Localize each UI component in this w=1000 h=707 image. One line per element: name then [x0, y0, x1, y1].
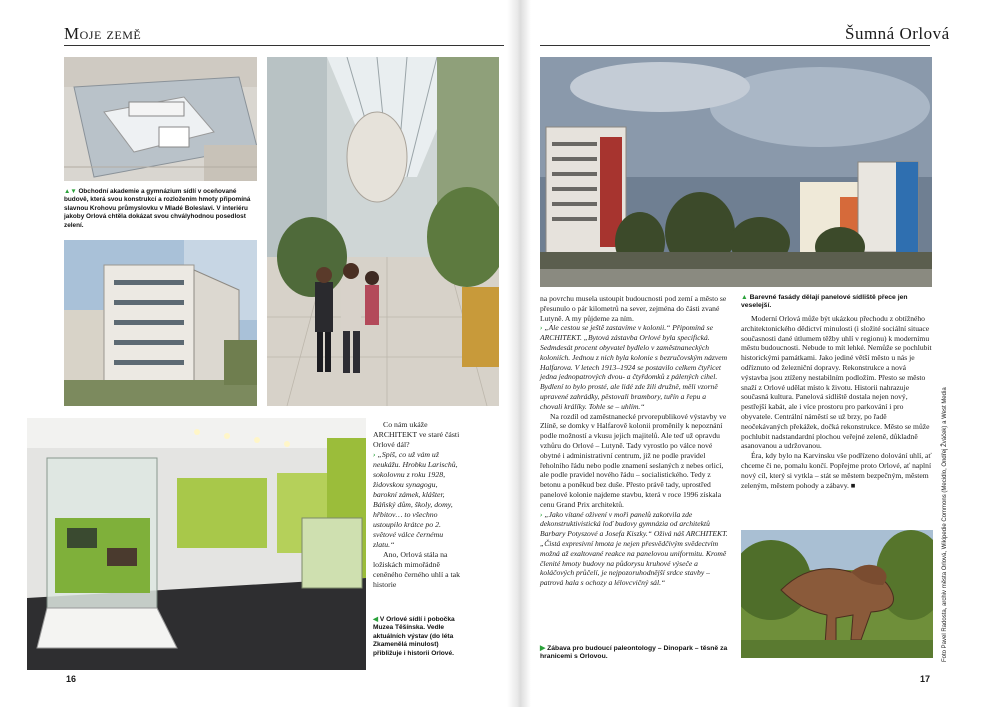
- caption-estate: ▲ Barevné fasády dělají panelové sídliště přece jen veselejší.: [741, 294, 908, 310]
- caption-dinopark: ▶ Zábava pro budoucí paleontology – Dinopark – těsně za hranicemi s Orlovou.: [540, 645, 728, 661]
- paragraph: › „Ale cestou se ještě zastavíme v kolonii.“ Připomíná se ARCHITEKT. „Bytová zástavba Orlové byla specifická. Sedmdesát procent obyvatel bydlelo v zaměstnaneckých koloniích. Jednou z nich byla kolonie s bezručovským názvem Halfarova. V letech 1913–1924 se postavilo celkem čtyřicet jedna jednopatrových dvou- a čtyřdomků z pálených cihel. Bydlení to bylo prosté, ale lidé zde žili družně, měli vzorně upravené zahrádky, pěstovali brambory, tuřín a řepu a chovali králíky. Tohle se – uhlím.“: [540, 323, 728, 411]
- page-number-left: 16: [66, 674, 77, 684]
- paragraph: › „Spíš, co už vám už neukážu. Hrobku Larischů, sokolovnu z roku 1928, židovskou synagogu, barokní zámek, klášter, Báňský dům, školy, domy, hřbitov… to všechno ustoupilo krátce po 2. světové válce černému zlatu.“: [373, 450, 458, 549]
- photo-dinopark-trex: [741, 530, 933, 658]
- photo-credit: Foto Pavel Radosta, archiv města Orlová, Wikipedie Commons (Mecidlo, Ondřej Žváček) a West Media: [942, 387, 948, 662]
- page-number-right: 17: [920, 674, 931, 684]
- photo-housing-estate: [540, 57, 932, 287]
- photo-academy-building: [64, 240, 257, 406]
- text-column-right: [741, 314, 933, 490]
- paragraph: Moderní Orlová může být ukázkou přechodu z obtížného architektonického dědictví minulosti (i složité sociální situace současnosti dané útlumem těžby uhlí v regionu) k modernímu městu budoucnosti. Nebude to mít lehké. Nemůže se pochlubit historickými památkami. Jako jediné větší město u nás je odříznuto od železniční dopravy. Rekonstrukce a nová výstavba jsou ztíženy nestabilním podložím. Přesto se město snaží z Orlové udělat místo k životu. Historii nahrazuje současná kultura. Panelová sídliště dostala nejen nový, pestřejší kabát, ale i více prostoru pro parkování i pro obyvatele. Centrální náměstí se už brzy, po řadě neočekávaných překážek, dočká rekonstrukce. Město se může pochlubit nadstandardní plochou veřejné zeleně, důkladně asanovanou a udržovanou.: [741, 314, 932, 451]
- right-header-title: Šumná Orlová: [845, 24, 950, 43]
- header-rule-right: [540, 45, 930, 46]
- photo-atrium-interior: [267, 57, 499, 406]
- paragraph: Na rozdíl od zaměstnanecké prvorepublikové výstavby ve Zlíně, se domky v Halfarově kolonii proměnily k nepoznání podle možností a vkusu jejich majitelů. Ale teď už opravdu vzhůru do Orlové – Lutyně. Tady vyrostlo po válce nové obytné i administrativní centrum, již ne podle pravidel řeholního řádu nebo podle znamení seslaných z nebes orlicí, ale podle pravidel nového řádu – socialistického. Tedy z betonu a poněkud bez duše. Přesto právě tady, uprostřed panelové kolonie najdeme stavbu, která v roce 1996 získala cenu Grand Prix architektů.: [540, 411, 727, 509]
- paragraph: na povrchu musela ustoupit budoucnosti pod zemí a město se přesunulo o pár kilometrů na sever, zejména do části zvané Lutyně. A my půjdeme za ním.: [540, 294, 727, 323]
- page-gutter: [507, 0, 531, 707]
- paragraph: › „Jako vítané oživení v moři panelů zakotvila zde dekonstruktivistická loď budovy gymnázia od architektů Barbary Potyszové a Josefa Kiszky.“ Oživá náš ARCHITEKT. „Čistá expresivní hmota je nejen přesvědčivým svědectvím možná až exaltované reakce na panelovou uniformitu. Kromě členité hmoty budovy na půdorysu kruhové výseče a koláčových průčelí, je nejpozoruhodnější srdce stavby – patrová hala s ochozy a lélovcvičný sál.“: [540, 509, 728, 588]
- photo-building-model: [64, 57, 257, 181]
- photo-museum-exhibition: [27, 418, 366, 670]
- paragraph: Ano, Orlová stála na ložiskách mimořádně ceněného černého uhlí a tak historie: [373, 550, 461, 589]
- paragraph: Éra, kdy bylo na Karvinsku vše podřízeno dolování uhlí, ať chceme či ne, pomalu končí. Popřejme proto Orlové, ať naplní nový cíl, který si vytkla – stát se městem bezpečným, městem zeleným, městem pohody a zábavy. ■: [741, 451, 932, 490]
- left-header-title: Moje země: [64, 24, 184, 44]
- text-column-left: [373, 420, 463, 590]
- text-column-middle: [540, 294, 728, 588]
- caption-museum: ◀ V Orlové sídlí i pobočka Muzea Těšínska. Vedle aktuálních výstav (do léta Zkamenělá minulost) přibližuje i historii Orlové.: [373, 616, 455, 657]
- caption-academy: ▲▼ Obchodní akademie a gymnázium sídlí v oceňované budově, která svou konstrukcí a rozložením hmoty připomíná slavnou Krohovu průmyslovku v Mladé Boleslavi. V interiéru jakoby Orlová chtěla dokázat svou chvályhodnou posedlost zelení.: [64, 188, 251, 229]
- paragraph: Co nám ukáže ARCHITEKT ve staré části Orlové dál?: [373, 420, 460, 449]
- header-rule-left: [64, 45, 504, 46]
